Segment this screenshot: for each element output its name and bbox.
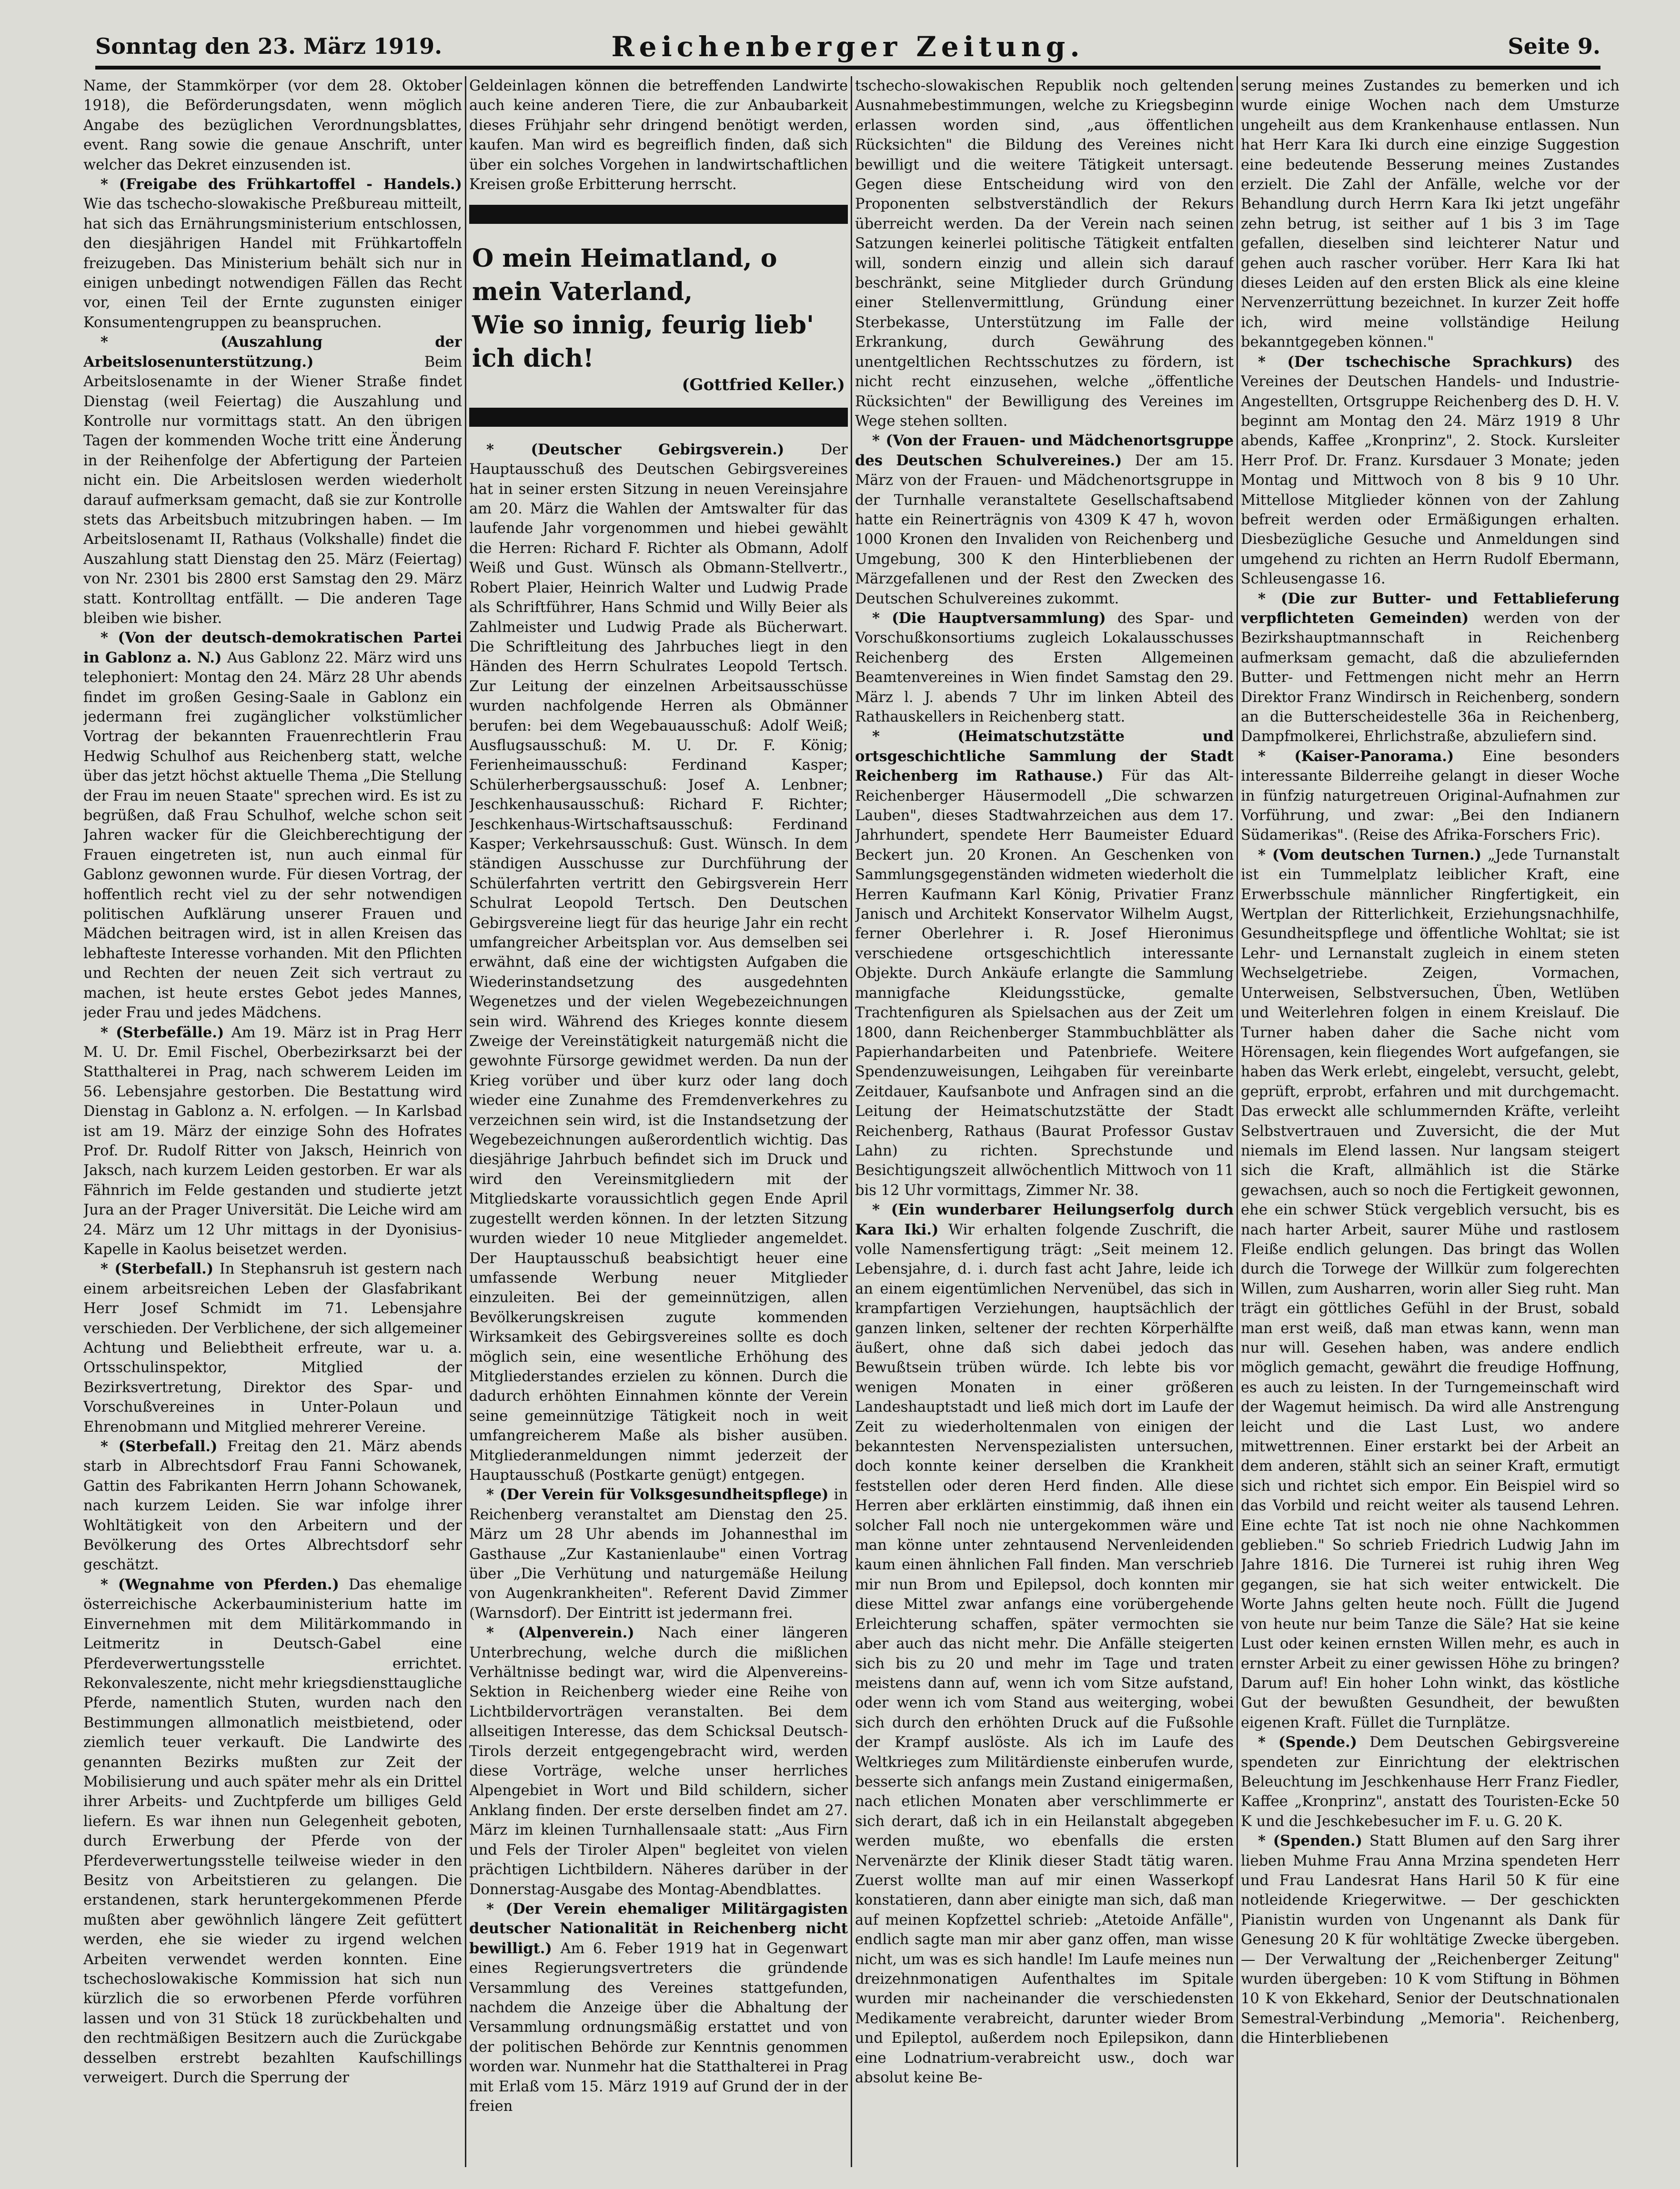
news-item-heading: * (Spenden.): [1258, 1832, 1363, 1850]
news-item-text: Am 19. März ist in Prag Herr M. U. Dr. Emil Fischel, Oberbezirksarzt bei der Statthalterei in Prag, nach schwerem Leiden im 56. Lebensjahre gestorben. Die Bestattung wird Dienstag in Gablonz a. N. erfolgen. — In Karlsbad ist am 19. März der einzige Sohn des Hofrates Prof. Dr. Rudolf Ritter von Jaksch, Heinrich von Jaksch, nach kurzem Leiden gestorben. Er war als Fähnrich im Felde gestanden und studierte jetzt Jura an der Prager Universität. Die Leiche wird am 24. März um 12 Uhr mittags in der Dyonisius-Kapelle in Kaolus beisetzet werden.: [83, 1024, 462, 1258]
column-4: [1241, 76, 1620, 2172]
news-item-heading: * (Die zur Butter- und Fettablieferung verpflichteten Gemeinden): [1241, 590, 1620, 627]
news-item-heading: * (Freigabe des Frühkartoffel - Handels.): [101, 176, 462, 193]
news-item-text: des Spar- und Vorschußkonsortiums zugleich Lokalausschusses Reichenberg des Ersten Allgemeinen Beamtenvereines in Wien findet Samstag den 29. März l. J. abends 7 Uhr im linken Abteil des Rathauskellers in Reichenberg statt.: [855, 610, 1234, 725]
news-item-text: in Reichenberg veranstaltet am Dienstag den 25. März um 28 Uhr abends im Johannesthal im Gasthause „Zur Kastanienlaube" einen Vortrag über „Die Verhütung und naturgemäße Heilung von Augenkrankheiten". Referent David Zimmer (Warnsdorf). Der Eintritt ist jedermann frei.: [469, 1486, 848, 1622]
news-item-heading: * (Sterbefall.): [101, 1260, 214, 1278]
news-item-text: Wie das tschecho-slowakische Preßbureau mitteilt, hat sich das Ernährungsministerium entschlossen, den diesjährigen Handel mit Frühkartoffeln freizugeben. Das Ministerium behält sich nur in einigen unbedingt notwendigen Fällen das Recht vor, einen Teil der Ernte zugunsten einiger Konsumentengruppen zu beanspruchen.: [83, 196, 462, 331]
column-2-articles: [469, 440, 848, 2117]
article-continuation: [855, 76, 1234, 431]
news-item-heading: * (Alpenverein.): [486, 1624, 634, 1642]
page-number: Seite 9.: [1508, 33, 1600, 59]
news-item: [855, 431, 1234, 609]
news-item-text: Aus Gablonz 22. März wird uns telephoniert: Montag den 24. März 28 Uhr abends findet im großen Gesing-Saale in Gablonz ein jedermann frei zugänglicher volkstümlicher Vortrag der bekannten Frauenrechtlerin Frau Hedwig Schulhof aus Reichenberg statt, welche über das jetzt höchst aktuelle Thema „Die Stellung der Frau im neuen Staate" sprechen wird. Es ist zu begrüßen, daß Frau Schulhof, welche schon seit Jahren wacker für die Gleichberechtigung der Frauen eingetreten ist, nun auch einmal für Gablonz gewonnen wurde. Für diesen Vortrag, der hoffentlich recht viel zu der sehr notwendigen politischen Aufklärung unserer Frauen und Mädchen beitragen wird, ist in allen Kreisen das lebhafteste Interesse vorhanden. Mit den Pflichten und Rechten der neuen Zeit sich vertraut zu machen, ist heute erstes Gebot jedes Mannes, jeder Frau und jedes Mädchens.: [83, 649, 462, 1022]
news-item: [469, 1899, 848, 2116]
news-item-heading: * (Ein wunderbarer Heilungserfolg durch Kara Iki.): [855, 1201, 1234, 1238]
news-item-text: Am 6. Feber 1919 hat in Gegenwart eines Regierungsvertreters die gründende Versammlung des Vereines stattgefunden, nachdem die Anzeige über die Abhaltung der Versammlung ordnungsmäßig erstattet und von der politischen Behörde zur Kenntnis genommen worden war. Nunmehr hat die Statthalterei in Prag mit Erlaß vom 15. März 1919 auf Grund der in der freien: [469, 1940, 848, 2115]
news-item-text: des Vereines der Deutschen Handels- und Industrie-Angestellten, Ortsgruppe Reichenberg des D. H. V. beginnt am Montag den 24. März 1919 8 Uhr abends, Kaffee „Kronprinz", 2. Stock. Kursleiter Herr Prof. Dr. Franz. Kursdauer 3 Monate; jeden Montag und Mittwoch von 8 bis 9 10 Uhr. Mittellose Mitglieder können von der Zahlung befreit werden oder Ermäßigungen erhalten. Diesbezügliche Gesuche und Anmeldungen sind umgehend zu richten an Herrn Rudolf Ebermann, Schleusengasse 16.: [1241, 353, 1620, 588]
news-item-text: werden von der Bezirkshauptmannschaft in Reichenberg aufmerksam gemacht, daß die abzuliefernden Butter- und Fettmengen nicht mehr an Herrn Direktor Franz Windirsch in Reichenberg, sondern an die Butterscheidestelle 36a in Reichenberg, Dampfmolkerei, Ehrlichstraße, abzuliefern sind.: [1241, 610, 1620, 745]
masthead-date: Sonntag den 23. März 1919.: [95, 33, 443, 59]
column-divider: [1237, 76, 1238, 2167]
masthead: [95, 30, 1600, 70]
news-item-heading: * (Von der Frauen- und Mädchenortsgruppe des Deutschen Schulvereines.): [855, 432, 1234, 469]
motto-line-2: Wie so innig, feurig lieb' ich dich!: [472, 311, 814, 373]
news-item-heading: * (Auszahlung der Arbeitslosenunterstützung.): [83, 333, 462, 371]
news-item: [83, 1259, 462, 1437]
news-item-heading: * (Die Hauptversammlung): [872, 609, 1106, 627]
article-continuation: [83, 76, 462, 175]
news-item-heading: * (Sterbefälle.): [101, 1024, 224, 1041]
motto-author: (Gottfried Keller.): [682, 375, 845, 395]
news-item-text: tschecho-slowakischen Republik noch geltenden Ausnahmebestimmungen, welche zu Kriegsbeginn erlassen worden sind, „aus öffentlichen Rücksichten" die Bildung des Vereines nicht bewilligt und die weitere Tätigkeit untersagt. Gegen diese Entscheidung wird von den Proponenten selbstverständlich der Rekurs überreicht werden. Da der Verein nach seinen Satzungen keinerlei politische Tätigkeit entfalten will, sondern einzig und allein sich darauf beschränkt, seine Mitglieder durch Gründung einer Stellenvermittlung, Gründung einer Sterbekasse, Unterstützung im Falle der Erkrankung, durch Gewährung des unentgeltlichen Rechtsschutzes zu fördern, ist nicht recht einzusehen, welche „öffentliche Rücksichten" der Bewilligung des Vereines im Wege stehen sollten.: [855, 78, 1234, 430]
news-item-heading: * (Der Verein ehemaliger Militärgagisten deutscher Nationalität in Reichenberg nicht bewilligt.): [469, 1900, 848, 1957]
news-item-text: Dem Deutschen Gebirgsvereine spendeten zur Einrichtung der elektrischen Beleuchtung im Jeschkenhause Herr Franz Fiedler, Kaffee „Kronprinz", anstatt des Touristen-Ecke 50 K und die Jeschkebesucher im F. u. G. 20 K.: [1241, 1734, 1620, 1830]
news-item-text: Wir erhalten folgende Zuschrift, die volle Namensfertigung trägt: „Seit meinem 12. Lebensjahre, d. i. durch fast acht Jahre, leide ich an einem eigentümlichen Nervenübel, das sich in krampfartigen Verziehungen, hauptsächlich der ganzen linken, seltener der rechten Körperhälfte äußert, ohne daß sich dabei jedoch das Bewußtsein trüben würde. Ich lebte bis vor wenigen Monaten in einer größeren Landeshauptstadt und ließ mich dort im Laufe der Zeit zu wiederholtenmalen von einigen der bekanntesten Nervenspezialisten untersuchen, doch konnte keiner derselben die Krankheit feststellen oder deren Herd finden. Alle diese Herren aber erklärten einstimmig, daß ihnen ein solcher Fall noch nie untergekommen wäre und man könne unter zehntausend Nervenleidenden kaum einen ähnlichen Fall finden. Man verschrieb mir nun Brom und Epilepsol, doch konnten mir diese Mittel zwar anfangs eine vorübergehende Erleichterung schaffen, später vermochten sie aber auch das nicht mehr. Die Anfälle steigerten sich bis zu 20 und mehr im Tage und traten meistens dann auf, wenn ich vom Sitze aufstand, oder wenn ich vom Stand aus weiterging, wobei sich durch den erhöhten Druck auf die Fußsohle der Krampf auslöste. Als ich im Laufe des Weltkrieges zum Militärdienste einberufen wurde, besserte sich anfangs mein Zustand einigermaßen, nach etlichen Monaten aber verschlimmerte er sich derart, daß ich in ein Heilanstalt abgegeben werden mußte, wo ebenfalls die ersten Nervenärzte der Klinik dieser Stadt tätig waren. Zuerst wollte man auf mir einen Wasserkopf konstatieren, dann aber einigte man sich, daß man auf meinen Kopfzettel schrieb: „Atetoide Anfälle", endlich sagte man mir aber ganz offen, man wisse nicht, um was es sich handle! Im Laufe meines nun dreizehnmonatigen Aufenthaltes im Spitale wurden mir nacheinander die verschiedensten Medikamente verabreicht, darunter wieder Brom und Epileptol, außerdem noch Epilepsikon, dann eine Lodnatrium-verabreicht usw., doch war absolut keine Be-: [855, 1221, 1234, 2087]
news-item-heading: * (Sterbefall.): [101, 1438, 218, 1456]
news-item-text: Nach einer längeren Unterbrechung, welche durch die mißlichen Verhältnisse bedingt war, wird die Alpenvereins-Sektion in Reichenberg wieder eine Reihe von Lichtbildervorträgen veranstalten. Bei dem allseitigen Interesse, das dem Schicksal Deutsch-Tirols derzeit entgegengebracht wird, werden diese Vorträge, welche unser herrliches Alpengebiet in Wort und Bild schildern, sicher Anklang finden. Der erste derselben findet am 27. März im kleinen Turnhallensaale statt: „Aus Firn und Fels der Tiroler Alpen" begleitet von vielen prächtigen Lichtbildern. Näheres darüber in der Donnerstag-Ausgabe des Montag-Abendblattes.: [469, 1625, 848, 1898]
news-item-text: Eine besonders interessante Bilderreihe gelangt in dieser Woche in fünfzig naturgetreuen Original-Aufnahmen zur Vorführung, und zwar: „Bei den Indianern Südamerikas". (Reise des Afrika-Forschers Fric).: [1241, 748, 1620, 844]
black-rule-bar: [469, 408, 848, 427]
news-item-heading: * (Wegnahme von Pferden.): [101, 1576, 339, 1593]
news-item: [469, 1485, 848, 1623]
news-item: [83, 332, 462, 628]
motto-box: [469, 242, 848, 395]
news-item-text: Statt Blumen auf den Sarg ihrer lieben Muhme Frau Anna Mrzina spendeten Herr und Frau Landesrat Hans Haril 50 K für eine notleidende Kriegerwitwe. — Der geschickten Pianistin wurden von Ungenannt als Dank für Genesung 20 K für wohltätige Zwecke übergeben. — Der Verwaltung der „Reichenberger Zeitung" wurden übergeben: 10 K vom Stiftung in Böhmen 10 K von Ekkehard, Senior der Deutschnationalen Semestral-Verbindung „Memoria". Reichenberg, die Hinterbliebenen: [1241, 1833, 1620, 2047]
news-item: [469, 440, 848, 1486]
news-item: [1241, 1733, 1620, 1831]
news-item-text: Der Hauptausschuß des Deutschen Gebirgsvereines hat in seiner ersten Sitzung in neuen Vereinsjahre am 20. März die Wahlen der Amtswalter für das laufende Jahr vorgenommen und hiebei gewählt die Herren: Richard F. Richter als Obmann, Adolf Weiß und Gust. Wünsch als Obmann-Stellvertr., Robert Plaier, Heinrich Walter und Ludwig Prade als Schriftführer, Hans Schmid und Willy Beier als Zahlmeister und Ludwig Prade als Bücherwart. Die Schriftleitung des Jahrbuches liegt in den Händen des Herrn Schulrates Leopold Tertsch. Zur Leitung der einzelnen Arbeitsausschüsse wurden nachfolgende Herren als Obmänner berufen: bei dem Wegebauausschuß: Adolf Weiß; Ausflugsausschuß: M. U. Dr. F. König; Ferienheimausschuß: Ferdinand Kasper; Schülerherbergsausschuß: Josef A. Lenbner; Jeschkenhausausschuß: Richard F. Richter; Jeschkenhaus-Wirtschaftsausschuß: Ferdinand Kasper; Verkehrsausschuß: Gust. Wünsch. In dem ständigen Ausschusse zur Durchführung der Schülerfahrten vertritt den Gebirgsverein Herr Schulrat Leopold Tertsch. Den Deutschen Gebirgsvereine liegt für das heurige Jahr ein recht umfangreicher Arbeitsplan vor. Aus demselben sei erwähnt, daß eine der wichtigsten Aufgaben die Wiederinstandsetzung des ausgedehnten Wegenetzes und der vielen Wegebezeichnungen sein wird. Während des Krieges konnte diesem Zweige der Vereinstätigkeit naturgemäß nicht die gewohnte Fürsorge gewidmet werden. Da nun der Krieg vorüber und über kurz oder lang doch wieder eine Zunahme des Fremdenverkehres zu verzeichnen sein wird, ist die Instandsetzung der Wegebezeichnungen außerordentlich wichtig. Das diesjährige Jahrbuch befindet sich im Druck und wird den Vereinsmitgliedern mit der Mitgliedskarte voraussichtlich gegen Ende April zugestellt werden können. In der letzten Sitzung wurden wieder 10 neue Mitglieder angemeldet. Der Hauptausschuß beabsichtigt heuer eine umfassende Werbung neuer Mitglieder einzuleiten. Bei der gemeinnützigen, allen Bevölkerungskreisen zugute kommenden Wirksamkeit des Gebirgsvereines sollte es doch möglich sein, eine wesentliche Erhöhung des Mitgliederstandes erzielen zu können. Durch die dadurch erhöhten Einnahmen könnte der Verein seine gemeinnützige Tätigkeit noch in weit umfangreicherem Maße als bisher ausüben. Mitgliederanmeldungen nimmt jederzeit der Hauptausschuß (Postkarte genügt) entgegen.: [469, 441, 848, 1484]
news-item: [83, 1437, 462, 1575]
news-item-text: Das ehemalige österreichische Ackerbauministerium hatte im Einvernehmen mit dem Militärkommando in Leitmeritz in Deutsch-Gabel eine Pferdeverwertungsstelle errichtet. Rekonvaleszente, nicht mehr kriegsdiensttaugliche Pferde, namentlich Stuten, wurden nach den Bestimmungen allmonatlich meistbietend, oder ziemlich teuer verkauft. Die Landwirte des genannten Bezirks mußten zur Zeit der Mobilisierung und auch später mehr als ein Drittel ihrer Arbeits- und Zuchtpferde um billiges Geld liefern. Es war ihnen nun Gelegenheit geboten, durch Erwerbung der Pferde von der Pferdeverwertungsstelle teilweise wieder in den Besitz von Arbeitstieren zu gelangen. Die erstandenen, stark heruntergekommenen Pferde mußten aber gewöhnlich längere Zeit gefüttert werden, ehe sie wieder zu irgend welchen Arbeiten verwendet werden konnten. Eine tschechoslowakische Kommission hat sich nun kürzlich die so erworbenen Pferde vorführen lassen und von 31 Stück 18 zurückbehalten und den rechtmäßigen Besitzern auch die Zurückgabe desselben erstrebt bezahlten Kaufschillings verweigert. Durch die Sperrung der: [83, 1576, 462, 2087]
news-item: [855, 727, 1234, 1200]
news-item: [1241, 747, 1620, 845]
column-divider: [465, 76, 466, 2167]
news-item-text: serung meines Zustandes zu bemerken und ich wurde einige Wochen nach dem Umsturze ungeheilt aus dem Krankenhause entlassen. Nun hat Herr Kara Iki durch eine einzige Suggestion eine bedeutende Besserung meines Zustandes erzielt. Die Zahl der Anfälle, welche vor der Behandlung durch Herrn Kara Iki jetzt ungefähr zehn betrug, ist seither auf 1 bis 3 im Tage gefallen, dieselben sind leichterer Natur und gehen auch rascher vorüber. Herr Kara Iki hat dieses Leiden auf den ersten Blick als eine kleine Nervenzerrüttung bezeichnet. In kurzer Zeit hoffe ich, wird meine vollständige Heilung bekanntgegeben können.": [1241, 78, 1620, 351]
news-item-heading: * (Vom deutschen Turnen.): [1258, 846, 1482, 864]
column-3: [855, 76, 1234, 2172]
news-item-heading: * (Kaiser-Panorama.): [1258, 747, 1454, 765]
news-item-text: In Stephansruh ist gestern nach einem arbeitsreichen Leben der Glasfabrikant Herr Josef Schmidt im 71. Lebensjahre verschieden. Der Verblichene, der sich allgemeiner Achtung und Beliebtheit erfreute, war u. a. Ortsschulinspektor, Mitglied der Bezirksvertretung, Direktor des Spar- und Vorschußvereines in Unter-Polaun und Ehrenobmann und Mitglied mehrerer Vereine.: [83, 1261, 462, 1436]
news-item-text: Für das Alt-Reichenberger Häusermodell „Die schwarzen Lauben", dieses Stadtwahrzeichen aus dem 17. Jahrhundert, spendete Herr Baumeister Eduard Beckert jun. 20 Kronen. An Geschenken von Sammlungsgegenständen widmeten wiederholt die Herren Kaufmann Karl König, Privatier Franz Janisch und Architekt Konservator Wilhelm Augst, ferner Oberlehrer i. R. Josef Hieronimus verschiedene ortsgeschichtlich interessante Objekte. Durch Ankäufe erlangte die Sammlung mannigfache Kleidungsstücke, gemalte Trachtenfiguren als Spielsachen aus der Zeit um 1800, dann Reichenberger Stammbuchblätter als Papierhandarbeiten und Patenbriefe. Weitere Spendenzuweisungen, Leihgaben für vereinbarte Zeitdauer, Kaufsanbote und Anfragen sind an die Leitung der Heimatschutzstätte der Stadt Reichenberg, Rathaus (Baurat Professor Gustav Lahn) zu richten. Sprechstunde und Besichtigungszeit allwöchentlich Mittwoch von 11 bis 12 Uhr vormittags, Zimmer Nr. 38.: [855, 768, 1234, 1199]
column-1: [83, 76, 462, 2172]
news-item: [1241, 845, 1620, 1733]
news-item-heading: * (Heimatschutzstätte und ortsgeschichtliche Sammlung der Stadt Reichenberg im Rathause.): [855, 728, 1234, 785]
column-divider: [851, 76, 852, 2167]
news-item-text: „Jede Turnanstalt ist ein Tummelplatz leiblicher Kraft, eine Erwerbsschule männlicher Ringfertigkeit, ein Wertplan der Ritterlichkeit, Erziehungsnachhilfe, Gesundheitspflege und öffentliche Wohltat; sie ist Lehr- und Lernanstalt zugleich in einem steten Wechselgetriebe. Zeigen, Vormachen, Unterweisen, Selbstversuchen, Üben, Wetlüben und Weiterlehren folgen in einem Kreislauf. Die Turner haben daher die Sache nicht vom Hörensagen, kein fliegendes Wort aufgefangen, sie haben das Werk erlebt, eingelebt, versucht, gelebt, geprüft, erprobt, erfahren und mit durchgemacht. Das erweckt alle schlummernden Kräfte, verleiht Selbstvertrauen und Zuversicht, die der Mut niemals im Elend lassen. Nur langsam steigert sich die Kraft, allmählich ist die Stärke gewachsen, auch so noch die Fertigkeit gewonnen, ehe ein schwer Stück vergeblich versucht, bis es nach harter Arbeit, saurer Mühe und rastlosem Fleiße endlich gelungen. Das bringt das Wollen durch die Torwege der Willkür zum folgerechten Willen, zum Ausharren, worin aller Sieg ruht. Man trägt ein göttliches Gefühl in der Brust, sobald man erst weiß, daß man etwas kann, wenn man nur will. Gesehen haben, was andere endlich möglich gemacht, gewährt die freudige Hoffnung, es auch zu leisten. In der Turngemeinschaft wird der Wagemut heimisch. Da wird alle Anstrengung leicht und die Last Lust, wo andere mitwettrennen. Einer erstarkt bei der Arbeit an dem anderen, stählt sich an seiner Kraft, ermutigt sich und richtet sich empor. Ein Beispiel wird so das Vorbild und reicht weiter als tausend Lehren. Eine echte Tat ist noch nie ohne Nachkommen geblieben." So schrieb Friedrich Ludwig Jahn im Jahre 1816. Die Turnerei ist ruhig ihren Weg gegangen, sie hat sich weiter entwickelt. Die Worte Jahns gelten heute noch. Füllt die Jugend von heute nur beim Tanze die Säle? Hat sie keine Lust oder keinen ernsten Willen mehr, es auch in ernster Arbeit zu einer gewissen Höhe zu bringen? Darum auf! Ein hoher Lohn winkt, das köstliche Gut der bewußten Gesundheit, der bewußten eigenen Kraft. Füllet die Turnplätze.: [1241, 846, 1620, 1731]
news-item: [83, 175, 462, 332]
news-item-text: Freitag den 21. März abends starb in Albrechtsdorf Frau Fanni Schowanek, Gattin des Fabrikanten Herrn Johann Schowanek, nach kurzem Leiden. Sie war infolge ihrer Wohltätigkeit von den Arbeitern und der Bevölkerung des Ortes Albrechtsdorf sehr geschätzt.: [83, 1438, 462, 1574]
news-item-heading: * (Der Verein für Volksgesundheitspflege): [486, 1486, 829, 1504]
news-item: [1241, 1831, 1620, 2048]
news-item-text: Der am 15. März von der Frauen- und Mädchenortsgruppe in der Turnhalle veranstaltete Gesellschaftsabend hatte ein Reinerträgnis von 4309 K 47 h, wovon 1000 Kronen den Invaliden von Reichenberg und Umgebung, 300 K den Hinterbliebenen der Märzgefallenen und der Rest den Zwecken des Deutschen Schulvereines zukommt.: [855, 452, 1234, 607]
article-continuation: Geldeinlagen können die betreffenden Landwirte auch keine anderen Tiere, die zur Anbaubarkeit dieses Frühjahr sehr dringend benötigt werden, kaufen. Man wird es begreiflich finden, daß sich über ein solches Vorgehen in landwirtschaftlichen Kreisen große Erbitterung herrscht.: [469, 78, 848, 193]
news-item-text: Beim Arbeitslosenamte in der Wiener Straße findet Dienstag (weil Feiertag) die Auszahlung und Kontrolle nur vormittags statt. An den übrigen Tagen der kommenden Woche tritt eine Änderung in der Reihenfolge der Abfertigung der Parteien nicht ein. Die Arbeitslosen werden wiederholt darauf aufmerksam gemacht, daß sie zur Kontrolle stets das Arbeitsbuch mitzubringen haben. — Im Arbeitslosenamt II, Rathaus (Volkshalle) findet die Auszahlung statt Dienstag den 25. März (Feiertag) von Nr. 2301 bis 2800 erst Samstag den 29. März statt. Kontrolltag entfällt. — Die anderen Tage bleiben wie bisher.: [83, 353, 462, 627]
news-item-heading: * (Von der deutsch-demokratischen Partei in Gablonz a. N.): [83, 629, 462, 666]
news-item: [83, 1575, 462, 2088]
news-item-heading: * (Deutscher Gebirgsverein.): [486, 441, 785, 458]
news-item-text: Name, der Stammkörper (vor dem 28. Oktober 1918), die Beförderungsdaten, wenn möglich Angabe des bezüglichen Verordnungsblattes, event. Rang sowie die genaue Anschrift, unter welcher das Dekret einzusenden ist.: [83, 78, 462, 173]
black-rule-bar: [469, 205, 848, 224]
news-item: [83, 1023, 462, 1260]
masthead-title: Reichenberger Zeitung.: [611, 30, 1085, 63]
news-item: [1241, 589, 1620, 747]
article-continuation: [1241, 76, 1620, 352]
news-item: [469, 1623, 848, 1899]
news-item: [83, 628, 462, 1023]
news-item: [855, 609, 1234, 727]
news-item: [855, 1200, 1234, 2088]
news-item-heading: * (Der tschechische Sprachkurs): [1258, 353, 1573, 371]
motto-line-1: O mein Heimatland, o mein Vaterland,: [472, 244, 777, 307]
news-item: [1241, 352, 1620, 589]
news-item-heading: * (Spende.): [1258, 1734, 1358, 1751]
column-2: [469, 76, 848, 2172]
